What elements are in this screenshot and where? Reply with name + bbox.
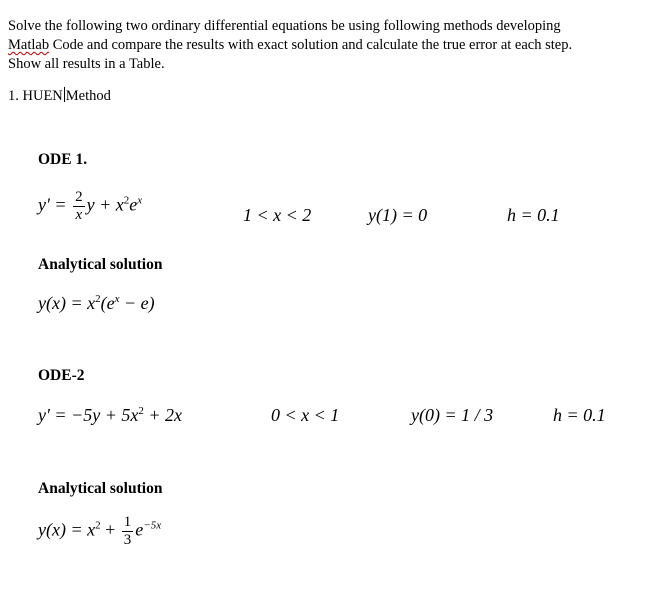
matlab-word: Matlab <box>8 37 50 53</box>
ode2-equation <box>38 405 182 426</box>
ode2-sol-lhs: y(x) = x <box>38 519 96 540</box>
ode1-step-text: h = 0.1 <box>507 205 560 225</box>
ode1-eq-e: e <box>129 194 138 215</box>
ode1-heading: ODE 1. <box>38 151 88 168</box>
ode2-step-text: h = 0.1 <box>553 405 606 425</box>
ode1-sol-exp1: 2 <box>95 293 101 305</box>
ode2-sol-exp2: −5x <box>143 519 162 532</box>
ode2-eq-exp: 2 <box>138 405 144 417</box>
ode2-domain <box>271 405 339 426</box>
method-suffix: Method <box>65 88 111 104</box>
intro-line-2 <box>8 36 648 55</box>
ode2-fraction-den: 3 <box>123 532 132 548</box>
ode2-initial <box>411 405 493 426</box>
ode1-eq-mid: y + x <box>86 194 124 215</box>
ode1-eq-lhs: y′ = <box>38 194 67 215</box>
ode2-sol-exp1: 2 <box>95 519 101 532</box>
ode2-eq-main: y′ = −5y + 5x <box>38 405 139 425</box>
ode1-fraction <box>73 190 85 223</box>
ode1-sol-end: − e) <box>119 293 155 313</box>
ode1-sol-exp2: x <box>114 293 120 305</box>
ode2-solution <box>38 515 161 548</box>
ode1-solution <box>38 293 155 314</box>
ode1-fraction-den: x <box>75 207 83 223</box>
ode2-eq-tail: + 2x <box>143 405 182 425</box>
ode2-fraction <box>122 515 134 548</box>
ode2-domain-text: 0 < x < 1 <box>271 405 340 425</box>
ode1-sol-mid: (e <box>100 293 115 313</box>
ode1-step <box>507 205 560 226</box>
ode1-eq-exp2: x <box>137 194 143 207</box>
ode2-step <box>553 405 606 426</box>
ode2-sol-e: e <box>135 519 144 540</box>
ode1-equation <box>38 190 142 223</box>
ode2-sol-plus: + <box>100 519 116 540</box>
intro-line-1: Solve the following two ordinary differential equations be using following methods developing <box>8 18 561 34</box>
ode2-fraction-num: 1 <box>123 514 132 530</box>
ode1-domain-text: 1 < x < 2 <box>243 205 312 225</box>
method-prefix: 1. HUEN <box>8 88 63 104</box>
ode2-analytical-heading: Analytical solution <box>38 480 163 497</box>
ode1-fraction-num: 2 <box>75 189 83 205</box>
ode1-initial <box>368 205 427 226</box>
ode1-initial-text: y(1) = 0 <box>368 205 428 225</box>
ode2-initial-text: y(0) = 1 / 3 <box>411 405 494 425</box>
text-cursor <box>64 87 65 102</box>
ode2-heading: ODE-2 <box>38 367 85 384</box>
intro-line-2-rest: Code and compare the results with exact solution and calculate the true error at each step. <box>49 37 573 53</box>
ode1-eq-exp1: 2 <box>123 194 130 207</box>
method-title <box>8 87 111 105</box>
intro-line-3: Show all results in a Table. <box>8 56 165 72</box>
ode1-sol-lhs: y(x) = x <box>38 293 96 313</box>
ode1-analytical-heading: Analytical solution <box>38 256 163 273</box>
problem-statement <box>8 17 648 74</box>
ode1-domain <box>243 205 311 226</box>
